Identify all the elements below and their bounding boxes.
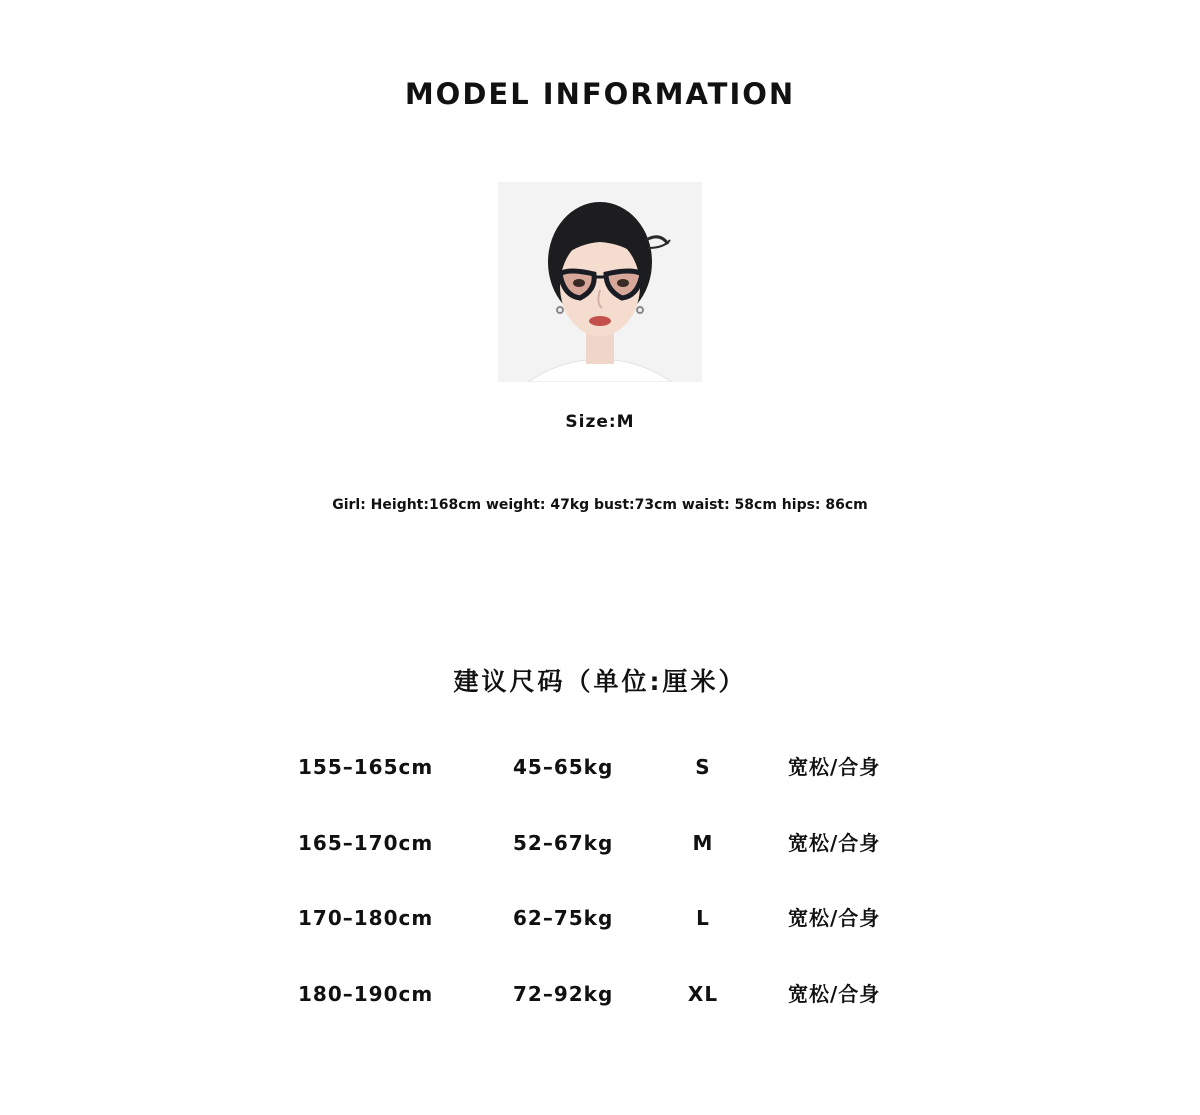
- size-code: L: [696, 906, 710, 930]
- fit-type: 宽松/合身: [788, 755, 881, 779]
- weight-range: 52–67kg: [513, 831, 614, 855]
- size-row: [0, 974, 1200, 1014]
- fit-type: 宽松/合身: [788, 831, 881, 855]
- size-row: [0, 898, 1200, 938]
- size-row: [0, 823, 1200, 863]
- model-photo: [498, 182, 702, 382]
- weight-range: 62–75kg: [513, 906, 614, 930]
- weight-range: 72–92kg: [513, 982, 614, 1006]
- size-code: S: [695, 755, 711, 779]
- size-code: M: [692, 831, 714, 855]
- weight-range: 45–65kg: [513, 755, 614, 779]
- height-range: 170–180cm: [298, 906, 434, 930]
- model-measurements: Girl: Height:168cm weight: 47kg bust:73cm waist: 58cm hips: 86cm: [332, 497, 868, 513]
- page-title: MODEL INFORMATION: [404, 77, 796, 111]
- height-range: 155–165cm: [298, 755, 434, 779]
- size-guide-title: 建议尺码（单位:厘米）: [453, 667, 747, 696]
- size-row: [0, 747, 1200, 787]
- model-size-label: Size:M: [565, 412, 635, 432]
- size-code: XL: [687, 982, 719, 1006]
- fit-type: 宽松/合身: [788, 982, 881, 1006]
- height-range: 180–190cm: [298, 982, 434, 1006]
- height-range: 165–170cm: [298, 831, 434, 855]
- fit-type: 宽松/合身: [788, 906, 881, 930]
